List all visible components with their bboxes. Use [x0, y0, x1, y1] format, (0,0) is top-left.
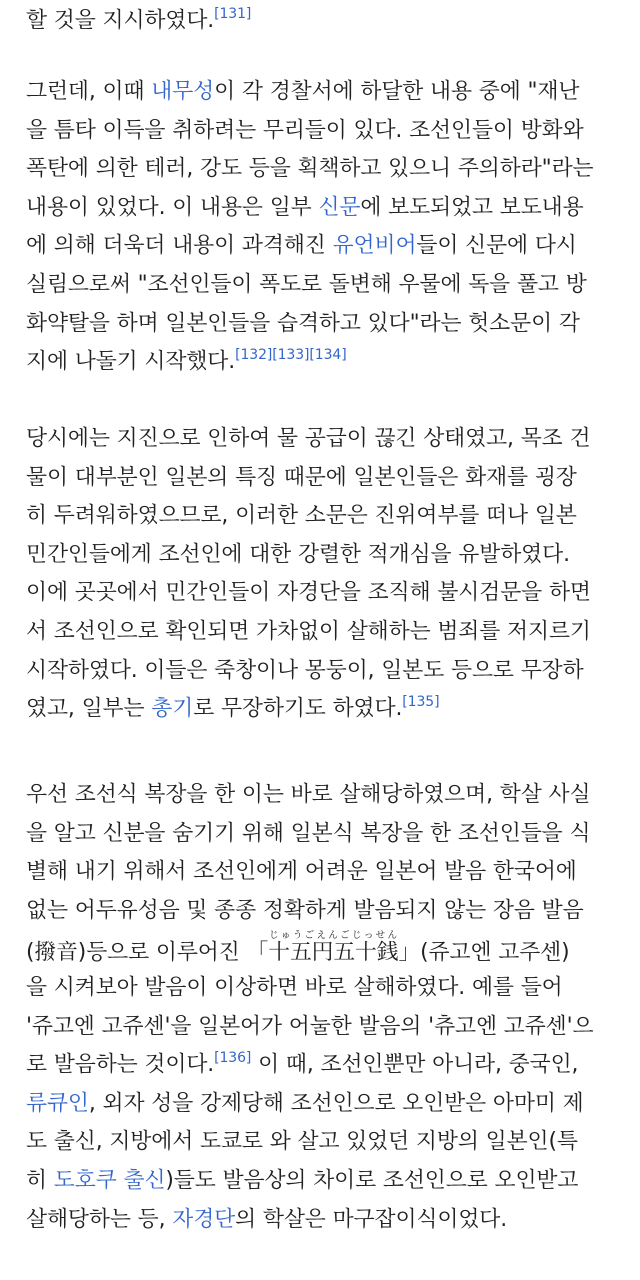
furigana-phrase	[268, 930, 399, 966]
text-line	[26, 1046, 626, 1085]
text-line: 별해 내기 위해서 조선인에게 어려운 일본어 발음 한국어에	[26, 859, 577, 885]
text-line: 시작하였다. 이들은 죽창이나 몽둥이, 일본도 등으로 무장하	[26, 657, 584, 683]
text-line: 서 조선인으로 확인되면 가차없이 살해하는 범죄를 저지르기	[26, 618, 591, 644]
text-line: 폭탄에 의한 테러, 강도 등을 획책하고 있으니 주의하라"라는	[26, 156, 594, 182]
text-line	[26, 930, 626, 969]
link-chonggi[interactable]: 총기	[151, 696, 194, 722]
text-run: 할 것을 지시하였다.	[26, 8, 215, 33]
text-line: 이에 곳곳에서 민간인들이 자경단을 조직해 불시검문을 하면	[26, 580, 591, 606]
text-line: 없는 어두유성음 및 종종 정확하게 발음되지 않는 장음 발음	[26, 897, 584, 923]
paragraph-continuation	[26, 2, 626, 41]
ruby-base: 十五円五十銭	[268, 940, 399, 966]
text-run: 이 때, 조선인뿐만 아니라, 중국인,	[251, 1052, 579, 1078]
text-run: 살해당하는 등,	[26, 1206, 173, 1232]
reference-132[interactable]: [132]	[235, 347, 273, 364]
link-tohoku[interactable]: 도호쿠 출신	[53, 1167, 166, 1193]
text-line	[26, 2, 626, 41]
text-line	[26, 690, 626, 729]
text-line	[26, 1201, 626, 1240]
link-naemusung[interactable]: 내무성	[151, 79, 215, 104]
reference-136[interactable]: [136]	[214, 1050, 252, 1067]
text-run: 로 발음하는 것이다.	[26, 1052, 215, 1078]
text-line	[26, 189, 626, 228]
text-line: 물이 대부분인 일본의 특징 때문에 일본인들은 화재를 굉장	[26, 464, 577, 490]
text-run: 로 무장하기도 하였다.	[193, 696, 403, 722]
text-run: 였고, 일부는	[26, 696, 152, 722]
text-run: 에 의해 더욱더 내용이 과격해진	[26, 233, 333, 259]
text-line: 을 틈타 이득을 취하려는 무리들이 있다. 조선인들이 방화와	[26, 117, 584, 143]
reference-134[interactable]: [134]	[309, 347, 347, 364]
text-line	[26, 343, 626, 382]
link-sinmun[interactable]: 신문	[318, 194, 361, 220]
reference-131[interactable]: [131]	[214, 6, 252, 22]
text-line: 도 출신, 지방에서 도쿄로 와 살고 있었던 지방의 일본인(특	[26, 1129, 578, 1155]
text-run: 내용이 있었다. 이 내용은 일부	[26, 194, 319, 220]
text-run: 지에 나돌기 시작했다.	[26, 349, 236, 375]
reference-133[interactable]: [133]	[272, 347, 310, 364]
text-run: , 외자 성을 강제당해 조선인으로 오인받은 아마미 제	[88, 1090, 584, 1116]
text-run: 의 학살은 마구잡이식이었다.	[235, 1206, 508, 1232]
text-line: 우선 조선식 복장을 한 이는 바로 살해당하였으며, 학살 사실	[26, 782, 591, 807]
paragraph-massacre	[26, 776, 626, 1239]
text-line	[26, 73, 626, 112]
text-run: (撥音)등으로 이루어진 「	[26, 940, 269, 966]
text-run: 」(쥬고엔 고주센)	[398, 940, 570, 966]
text-run: 에 보도되었고 보도내용	[360, 194, 584, 220]
text-line: 히 두려워하였으므로, 이러한 소문은 진위여부를 떠나 일본	[26, 503, 577, 529]
text-line: 실림으로써 "조선인들이 폭도로 돌변해 우물에 독을 풀고 방	[26, 271, 587, 297]
link-jagyeongdan[interactable]: 자경단	[172, 1206, 236, 1232]
text-run: )들도 발음상의 차이로 조선인으로 오인받고	[165, 1167, 579, 1193]
paragraph-vigilantes	[26, 420, 626, 729]
text-line: 민간인들에게 조선인에 대한 강렬한 적개심을 유발하였다.	[26, 541, 570, 567]
text-run: 들이 신문에 다시	[416, 233, 577, 259]
text-line	[26, 1162, 626, 1201]
text-run: 히	[26, 1167, 54, 1193]
text-run: 이 각 경찰서에 하달한 내용 중에 "재난	[214, 79, 580, 104]
text-line: '쥬고엔 고쥬센'을 일본어가 어눌한 발음의 '츄고엔 고쥬센'으	[26, 1013, 594, 1039]
text-line	[26, 227, 626, 266]
text-run: 그런데, 이때	[26, 79, 152, 104]
ruby-reading: じゅうごえんごじっせん	[268, 930, 399, 942]
reference-135[interactable]: [135]	[402, 694, 440, 711]
paragraph-rumor	[26, 73, 626, 382]
text-line: 당시에는 지진으로 인하여 물 공급이 끊긴 상태였고, 목조 건	[26, 426, 591, 451]
text-line	[26, 1085, 626, 1124]
text-line: 을 알고 신분을 숨기기 위해 일본식 복장을 한 조선인들을 식	[26, 820, 591, 846]
link-ryukyuin[interactable]: 류큐인	[26, 1090, 89, 1116]
link-yueonbieo[interactable]: 유언비어	[332, 233, 417, 259]
text-line: 화약탈을 하며 일본인들을 습격하고 있다"라는 헛소문이 각	[26, 310, 580, 336]
text-line: 을 시켜보아 발음이 이상하면 바로 살해하였다. 예를 들어	[26, 974, 563, 1000]
